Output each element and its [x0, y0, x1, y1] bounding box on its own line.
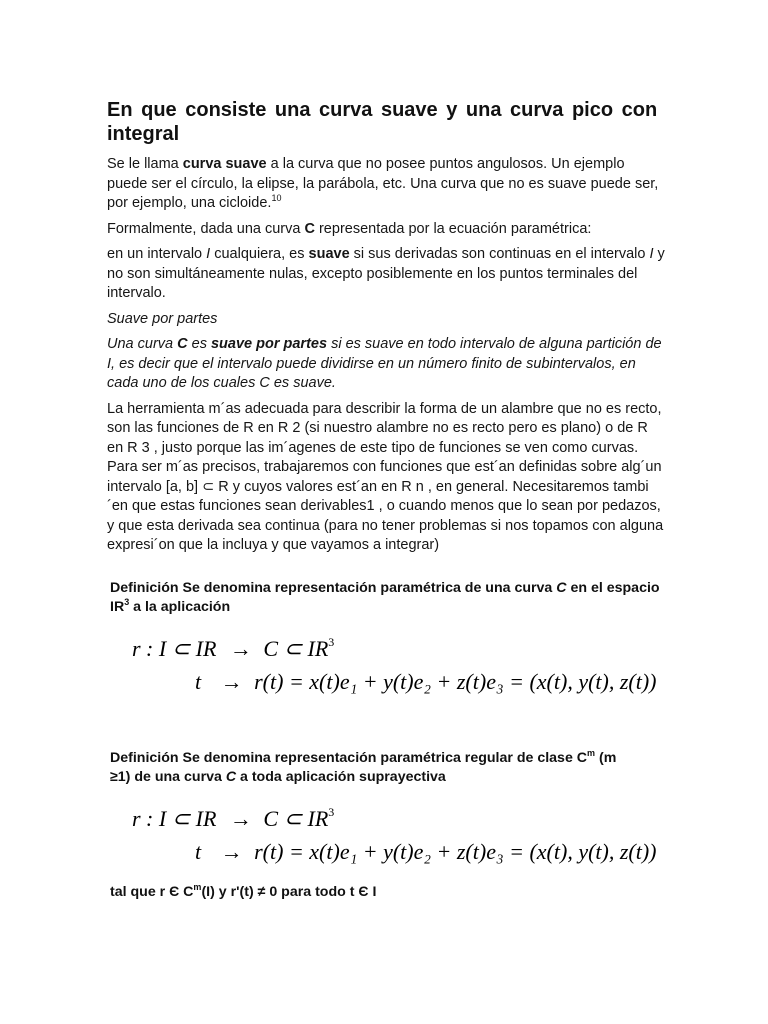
formula-lhs: r : I ⊂ IR: [132, 635, 217, 661]
formula-line-2: [195, 669, 657, 695]
paragraph-suave-por-partes: [107, 335, 667, 394]
italic-term: I: [206, 246, 211, 262]
text: a toda aplicación suprayectiva: [236, 768, 446, 785]
definition-2: [107, 749, 630, 787]
italic-term: I: [649, 246, 654, 262]
formula-rhs: C ⊂ IR: [263, 635, 329, 661]
arrow: →: [229, 635, 252, 661]
final-condition: [107, 883, 667, 902]
text: Una curva: [107, 336, 178, 352]
arrow: →: [220, 838, 243, 864]
superscript: 3: [328, 804, 335, 819]
text: y no son simultáneamente nulas, excepto posiblemente en los puntos terminales del intervalo.: [107, 246, 665, 301]
superscript: m: [587, 747, 596, 758]
text: tal que r Є C: [110, 883, 194, 900]
formula-line-1: [132, 805, 334, 832]
arrow: →: [229, 805, 252, 831]
text: cualquiera, es: [210, 246, 309, 262]
subtitle-suave-por-partes: Suave por partes: [107, 310, 218, 327]
text: Definición Se denomina representación paramétrica de una curva: [110, 579, 557, 596]
paragraph-intervalo: [107, 245, 667, 304]
superscript: m: [193, 881, 202, 892]
bold-term: suave: [308, 246, 350, 262]
text: es: [187, 336, 211, 352]
text: (m ≥1) de una curva: [110, 749, 617, 785]
formula-block-1: [107, 635, 667, 705]
formula-block-2: [107, 805, 667, 875]
paragraph-formalmente: [107, 220, 667, 240]
text: Se le llama: [107, 156, 183, 172]
superscript: 3: [328, 634, 335, 649]
formula-variable: t: [195, 668, 202, 694]
formula-line-2: [195, 839, 657, 865]
formula-rhs: C ⊂ IR: [263, 805, 329, 831]
italic-term: C: [225, 768, 237, 785]
text: a la aplicación: [129, 598, 231, 615]
document-page: [107, 98, 667, 902]
bold-term: C: [177, 336, 188, 352]
text: a la curva que no posee puntos angulosos. Un ejemplo puede ser el círculo, la elipse, la parábola, etc. Una curva que no es suave puede ser, por ejemplo, una cicloide.: [107, 156, 659, 211]
footnote-ref: 10: [271, 193, 282, 203]
italic-term: C: [556, 579, 567, 596]
formula-expression: r(t) = x(t)e₁ + y(t)e₂ + z(t)e₃ = (x(t), y(t), z(t)): [254, 838, 657, 864]
superscript: 3: [124, 596, 130, 607]
text: (I) y r'(t) ≠ 0 para todo t Є I: [201, 883, 377, 900]
formula-expression: r(t) = x(t)e₁ + y(t)e₂ + z(t)e₃ = (x(t), y(t), z(t)): [254, 668, 657, 694]
paragraph-curva-suave: [107, 155, 667, 214]
bold-term: suave por partes: [210, 336, 328, 352]
arrow: →: [220, 668, 243, 694]
page-title: En que consiste una curva suave y una curva pico con integral: [107, 99, 658, 145]
text: representada por la ecuación paramétrica:: [314, 220, 592, 237]
text: en un intervalo: [107, 246, 207, 262]
text: Formalmente, dada una curva: [107, 220, 305, 237]
paragraph-herramienta: La herramienta m´as adecuada para describir la forma de un alambre que no es recto, son las funciones de R en R 2 (si nuestro alambre no es recto pero es plano) o de R en R 3 , justo porque las im´agenes de este tipo de funciones se ven como curvas. Para ser m´as precisos, trabajaremos con funciones que est´an definidas sobre alg´un intervalo [a, b] ⊂ R y cuyos valores est´an en R n , en general. Necesitaremos tambi´en que estas funciones sean derivables1 , o cuando menos que lo sean por pedazos, y que esta derivada sea continua (para no tener problemas si nos topamos con alguna expresi´on que la incluya y que vayamos a integrar): [107, 400, 664, 553]
text: si es suave en todo intervalo de alguna partición de I, es decir que el intervalo puede dividirse en un número finito de subintervalos, en cada uno de los cuales C es suave.: [107, 336, 662, 391]
formula-line-1: [132, 635, 334, 662]
formula-variable: t: [195, 838, 202, 864]
bold-term: C: [304, 220, 315, 237]
bold-term: curva suave: [182, 156, 267, 172]
definition-1: [107, 579, 667, 617]
text: Definición Se denomina representación paramétrica regular de clase C: [110, 749, 588, 766]
text: en el espacio IR: [110, 579, 660, 615]
text: si sus derivadas son continuas en el intervalo: [349, 246, 650, 262]
formula-lhs: r : I ⊂ IR: [132, 805, 217, 831]
